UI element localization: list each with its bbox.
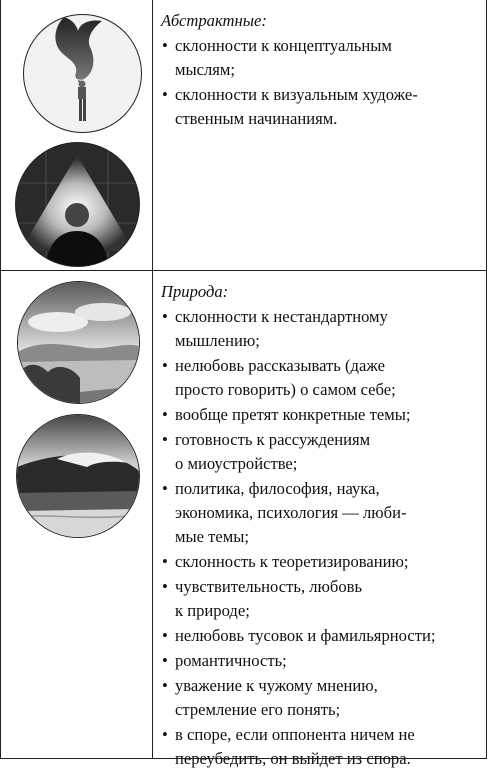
list-item: • склонности к концептуальным мыслям; xyxy=(161,34,479,82)
list-item: • чувствительность, любовь к природе; xyxy=(161,575,479,623)
list-item: • политика, философия, наука, экономика, психология — люби- мые темы; xyxy=(161,477,479,549)
row-heading-abstract: Абстрактные: xyxy=(161,11,267,30)
list-item: • уважение к чужому мнению, стремление его понять; xyxy=(161,674,479,722)
list-item: • в споре, если оппонента ничем не переубедить, он выйдет из спора. xyxy=(161,723,479,771)
smoke-figure-illustration xyxy=(23,14,142,133)
list-item: • нелюбовь тусовок и фамильярности; xyxy=(161,624,479,648)
column-divider xyxy=(152,0,153,758)
row-divider xyxy=(0,270,487,271)
triangle-head-illustration xyxy=(15,142,140,267)
list-item: • склонности к нестандартному мышлению; xyxy=(161,305,479,353)
list-item: • вообще претят конкретные темы; xyxy=(161,403,479,427)
row-abstract-text xyxy=(161,9,479,132)
table-border-right xyxy=(486,0,487,758)
landscape-photo xyxy=(17,281,140,404)
table-border-left xyxy=(0,0,1,758)
list-item: • готовность к рассуждениям о миоустройстве; xyxy=(161,428,479,476)
row-heading-nature: Природа: xyxy=(161,282,229,301)
row-nature-text xyxy=(161,280,479,772)
list-item: • нелюбовь рассказывать (даже просто говорить) о самом себе; xyxy=(161,354,479,402)
list-item: • склонность к теоретизированию; xyxy=(161,550,479,574)
list-item: • романтичность; xyxy=(161,649,479,673)
ocean-wave-photo xyxy=(16,414,140,538)
list-item: • склонности к визуальным художе- ственным начинаниям. xyxy=(161,83,479,131)
